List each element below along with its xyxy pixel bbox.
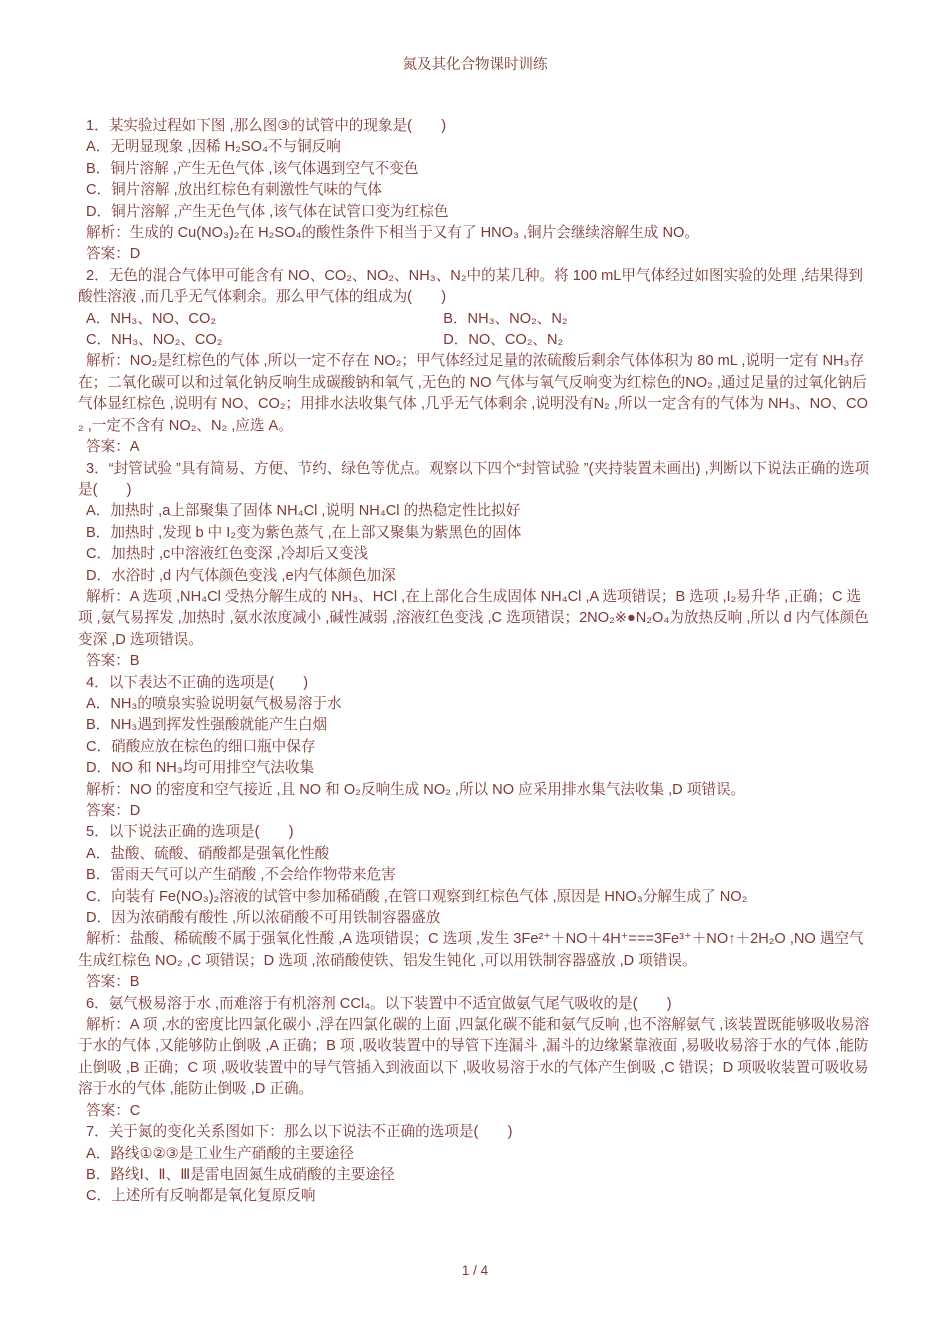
paragraph: D．水浴时 ,d 内气体颜色变浅 ,e内气体颜色加深 (86, 567, 396, 584)
paragraph: 7．关于氮的变化关系图如下：那么以下说法不正确的选项是( ) (86, 1124, 513, 1141)
paragraph: A．路线①②③是工业生产硝酸的主要途径 (86, 1145, 354, 1162)
paragraph: 解析：NO 的密度和空气接近 ,且 NO 和 O₂反响生成 NO₂ ,所以 NO 应采用排水集气法收集 ,D 项错误。 (86, 781, 746, 798)
paragraph: B．路线Ⅰ、Ⅱ、Ⅲ是雷电固氮生成硝酸的主要途径 (86, 1166, 395, 1183)
paragraph: 解析：A 项 ,水的密度比四氯化碳小 ,浮在四氯化碳的上面 ,四氯化碳不能和氨气反响 ,也不溶解氨气 ,该装置既能够吸收易溶于水的气体 ,又能够防止倒吸 ,A 正确；B 项 ,吸收装置中的导管下连漏斗 ,漏斗的边缘紧靠液面 ,易吸收易溶于水的气体 ,能防止倒吸 ,B 正确；C 项 ,吸收装置中的导气管插入到液面以下 ,吸收易溶于水的气体产生倒吸 ,C 错误；D 项吸收装置可吸收易溶于水的气体 ,能防止倒吸 ,D 正确。 (78, 1017, 870, 1098)
paragraph: 1．某实验过程如下图 ,那么图③的试管中的现象是( ) (86, 118, 447, 134)
paragraph: D．因为浓硝酸有酸性 ,所以浓硝酸不可用铁制容器盛放 (86, 910, 441, 927)
paragraph: 解析：生成的 Cu(NO₃)₂在 H₂SO₄的酸性条件下相当于又有了 HNO₃ ,铜片会继续溶解生成 NO。 (86, 225, 699, 242)
option-row (78, 309, 872, 330)
paragraph: D．铜片溶解 ,产生无色气体 ,该气体在试管口变为红棕色 (86, 203, 449, 220)
option-row (78, 330, 872, 351)
paragraph: C．硝酸应放在棕色的细口瓶中保存 (86, 738, 316, 755)
paragraph: C．加热时 ,c中溶液红色变深 ,冷却后又变浅 (86, 546, 369, 563)
paragraph: 答案：C (86, 1102, 141, 1119)
paragraph: B．雷雨天气可以产生硝酸 ,不会给作物带来危害 (86, 867, 396, 884)
option-cell: B．NH₃、NO₂、N₂ (443, 310, 568, 327)
paragraph: 解析：盐酸、稀硫酸不属于强氧化性酸 ,A 选项错误；C 选项 ,发生 3Fe²⁺＋NO＋4H⁺===3Fe³⁺＋NO↑＋2H₂O ,NO 遇空气生成红棕色 NO₂ ,C 项错误；D 选项 ,浓硝酸使铁、铝发生钝化 ,可以用铁制容器盛放 ,D 项错误。 (78, 931, 864, 969)
paragraph: 解析：NO₂是红棕色的气体 ,所以一定不存在 NO₂；甲气体经过足量的浓硫酸后剩余气体体积为 80 mL ,说明一定有 NH₃存在；二氧化碳可以和过氧化钠反响生成碳酸钠和氧气 ,无色的 NO 气体与氧气反响变为红棕色的NO₂ ,通过足量的过氧化钠后气体显红棕色 ,说明有 NO、CO₂；用排水法收集气体 ,几乎无气体剩余 ,说明没有N₂ ,所以一定含有的气体为 NH₃、NO、CO₂ ,一定不含有 NO₂、N₂ ,应选 A。 (78, 353, 868, 434)
paragraph: A．无明显现象 ,因稀 H₂SO₄不与铜反响 (86, 139, 341, 156)
option-cell: C．NH₃、NO₂、CO₂ (86, 332, 223, 349)
option-cell: D．NO、CO₂、N₂ (443, 332, 564, 349)
paragraph: 答案：D (86, 246, 141, 263)
paragraph: B．铜片溶解 ,产生无色气体 ,该气体遇到空气不变色 (86, 160, 419, 177)
paragraph: A．加热时 ,a上部聚集了固体 NH₄Cl ,说明 NH₄Cl 的热稳定性比拟好 (86, 503, 521, 520)
paragraph: 答案：A (86, 439, 140, 456)
page-number: 1 / 4 (461, 1263, 489, 1278)
paragraph: 4．以下表达不正确的选项是( ) (86, 674, 309, 691)
paragraph: 5．以下说法正确的选项是( ) (86, 824, 294, 841)
paragraph: B．NH₃遇到挥发性强酸就能产生白烟 (86, 717, 328, 734)
paragraph: B．加热时 ,发现 b 中 I₂变为紫色蒸气 ,在上部又聚集为紫黑色的固体 (86, 524, 522, 541)
document-title: 氮及其化合物课时训练 (402, 57, 548, 73)
paragraph: 答案：B (86, 974, 140, 991)
paragraph: 答案：D (86, 803, 141, 819)
paragraph: 解析：A 选项 ,NH₄Cl 受热分解生成的 NH₃、HCl ,在上部化合生成固体 NH₄Cl ,A 选项错误；B 选项 ,I₂易升华 ,正确；C 选项 ,氨气易挥发 ,加热时 ,氨水浓度减小 ,碱性减弱 ,溶液红色变浅 ,C 选项错误；2NO₂※●N₂O₄为放热反响 ,所以 d 内气体颜色变深 ,D 选项错误。 (78, 588, 869, 648)
paragraph: A．NH₃的喷泉实验说明氨气极易溶于水 (86, 695, 342, 712)
paragraph: 6．氨气极易溶于水 ,而难溶于有机溶剂 CCl₄。以下装置中不适宜做氨气尾气吸收的是( ) (86, 995, 672, 1012)
option-cell: A．NH₃、NO、CO₂ (86, 310, 216, 327)
paragraph: C．铜片溶解 ,放出红棕色有刺激性气味的气体 (86, 182, 382, 199)
document-body (78, 116, 872, 1208)
paragraph: C．向装有 Fe(NO₃)₂溶液的试管中参加稀硝酸 ,在管口观察到红棕色气体 ,原因是 HNO₃分解生成了 NO₂ (86, 888, 748, 905)
paragraph: D．NO 和 NH₃均可用排空气法收集 (86, 760, 315, 777)
paragraph: 答案：B (86, 653, 140, 670)
paragraph: A．盐酸、硫酸、硝酸都是强氧化性酸 (86, 845, 330, 862)
paragraph: C．上述所有反响都是氧化复原反响 (86, 1188, 316, 1205)
paragraph: 3．“封管试验 ”具有简易、方便、节约、绿色等优点。观察以下四个“封管试验 ”(夹持装置未画出) ,判断以下说法正确的选项是( ) (78, 460, 870, 498)
paragraph: 2．无色的混合气体甲可能含有 NO、CO₂、NO₂、NH₃、N₂中的某几种。将 100 mL甲气体经过如图实验的处理 ,结果得到酸性溶液 ,而几乎无气体剩余。那么甲气体的组成为( ) (78, 267, 863, 306)
